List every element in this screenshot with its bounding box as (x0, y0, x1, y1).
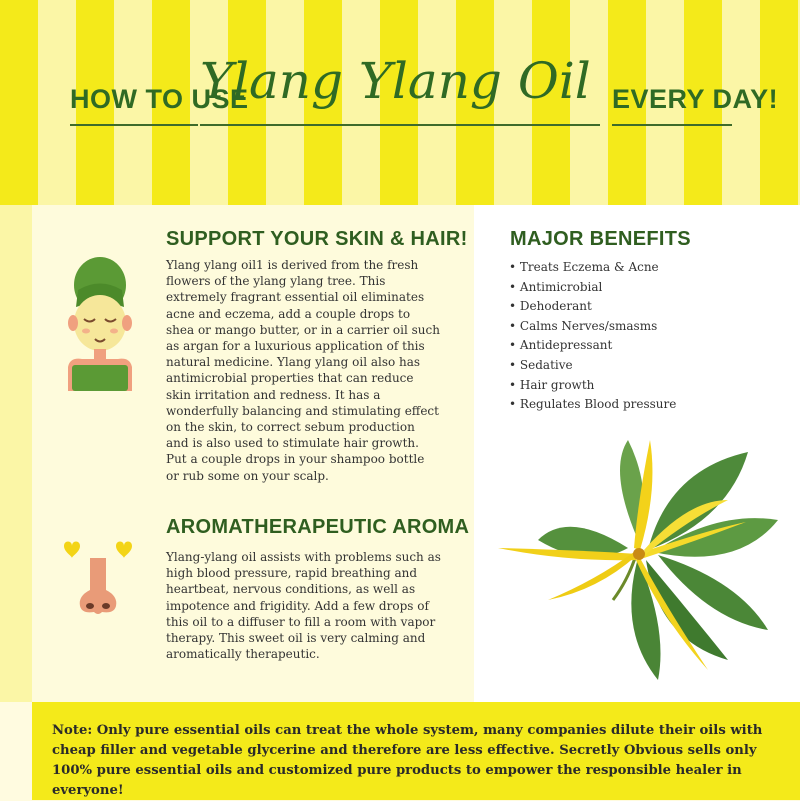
aroma-section-heading: AROMATHERAPEUTIC AROMA (166, 516, 470, 538)
title-script: Ylang Ylang Oil (200, 52, 591, 110)
benefits-heading: MAJOR BENEFITS (510, 228, 691, 250)
title-underline-right (612, 124, 732, 126)
striped-header (0, 0, 800, 205)
face-mask-towel-icon (60, 255, 140, 395)
benefits-list (509, 258, 676, 415)
title-underline-left (70, 124, 198, 126)
aroma-section-body: Ylang-ylang oil assists with problems such as high blood pressure, rapid breathing and heartbeat, nervous conditions, as well as impotence and frigidity. Add a few drops of this oil to a diffuser to fill a room with vapor therapy. This sweet oil is very calming and aromatically therapeutic. (166, 550, 441, 662)
benefit-item: • Antidepressant (509, 336, 676, 356)
title-prefix: HOW TO USE (70, 84, 249, 114)
skin-section-heading: SUPPORT YOUR SKIN & HAIR! (166, 228, 468, 250)
footer-note-bar (32, 702, 800, 800)
title-underline-script (200, 124, 600, 126)
benefit-item: • Treats Eczema & Acne (509, 258, 676, 278)
skin-section-body: Ylang ylang oil1 is derived from the fresh flowers of the ylang ylang tree. This extremely fragrant essential oil eliminates acne and eczema, add a couple drops to shea or mango butter, or in a carrier oil such as argan for a luxurious application of this natural medicine. Ylang ylang oil also has antimicrobial properties that can reduce skin irritation and redness. It has a wonderfully balancing and stimulating effect on the skin, to correct sebum production and is also used to stimulate hair growth. Put a couple drops in your shampoo bottle or rub some on your scalp. (166, 258, 440, 483)
left-stripe (0, 205, 32, 702)
benefit-item: • Calms Nerves/smasms (509, 317, 676, 337)
title-suffix: EVERY DAY! (612, 84, 779, 114)
page-title (0, 52, 800, 142)
nose-hearts-icon (58, 540, 148, 620)
benefit-item: • Antimicrobial (509, 278, 676, 298)
benefit-item: • Sedative (509, 356, 676, 376)
benefit-item: • Hair growth (509, 376, 676, 396)
ylang-ylang-flower-image (478, 430, 796, 698)
benefit-item: • Regulates Blood pressure (509, 395, 676, 415)
benefit-item: • Dehoderant (509, 297, 676, 317)
footer-note: Note: Only pure essential oils can treat the whole system, many companies dilute their oils with cheap filler and vegetable glycerine and therefore are less effective. Secretly Obvious sells only 100% pure essential oils and customized pure products to empower the responsible healer in everyone! (52, 723, 763, 798)
